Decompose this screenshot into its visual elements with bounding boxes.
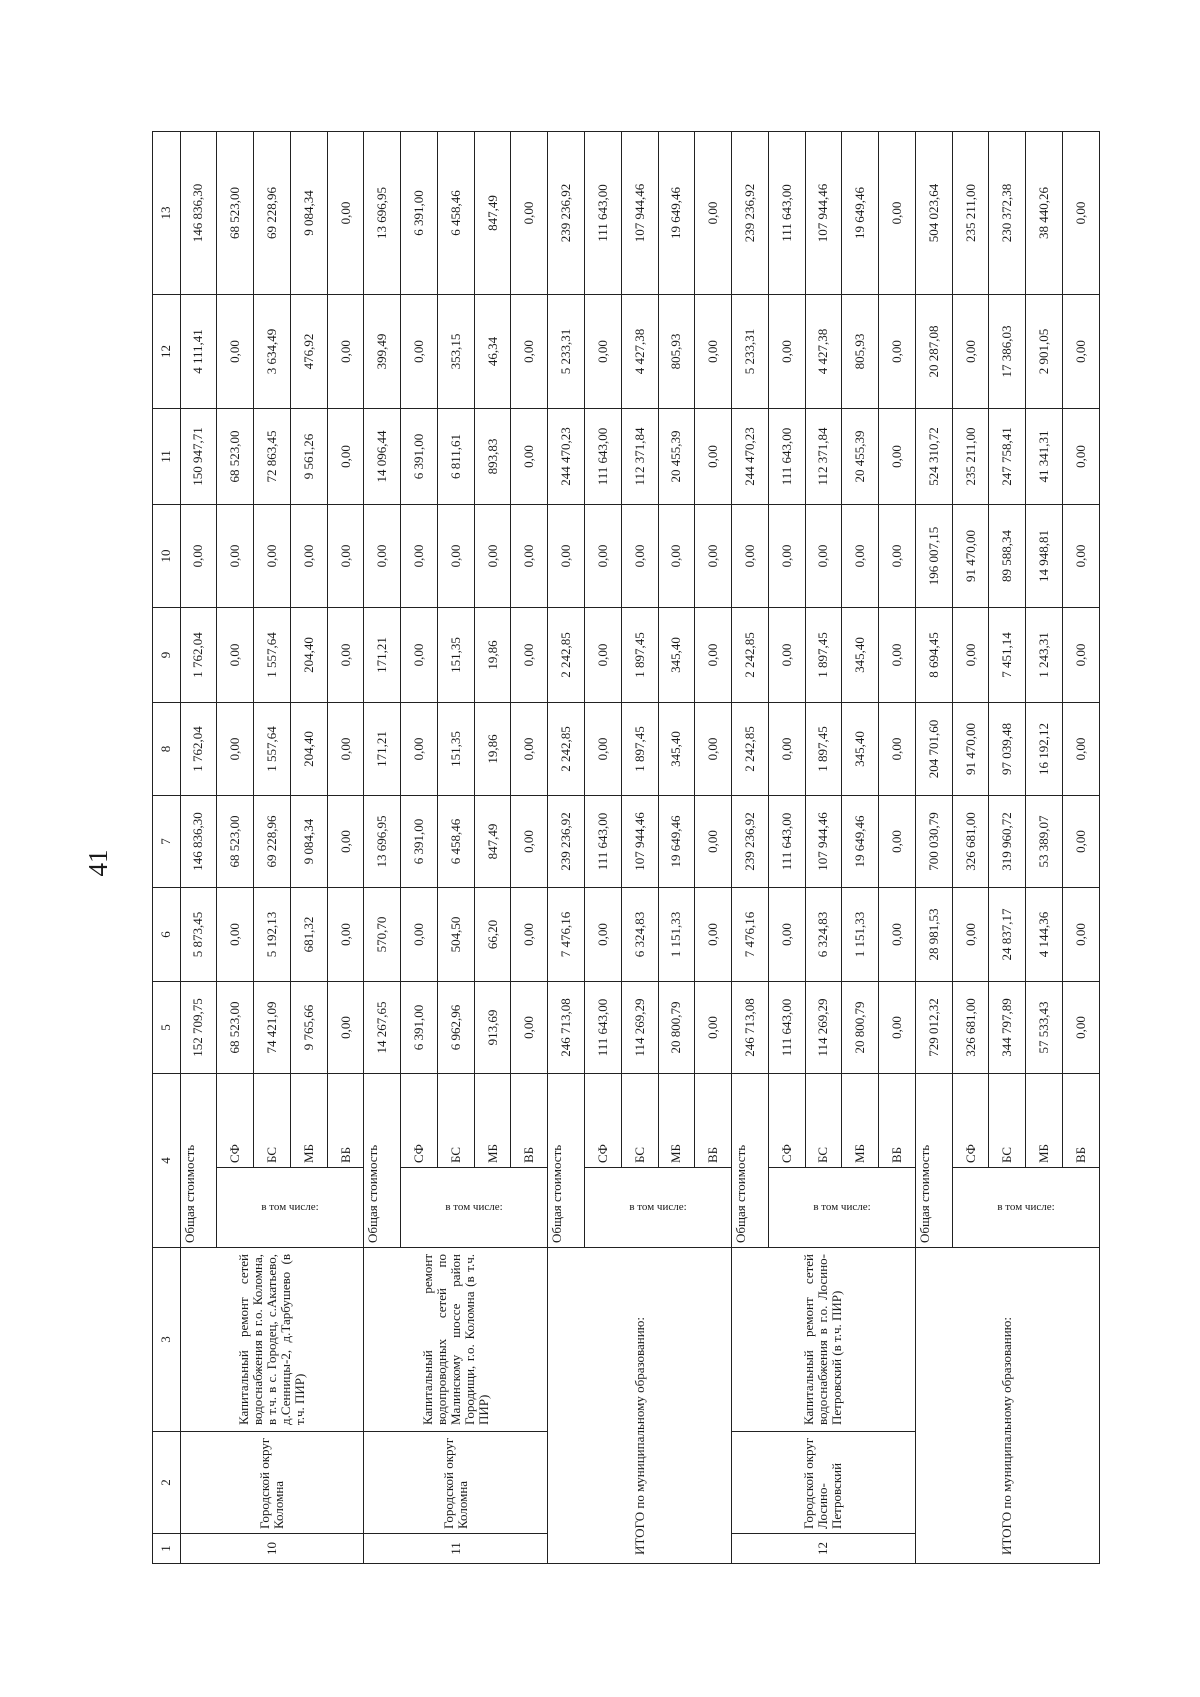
value-cell: 729 012,32	[915, 981, 952, 1073]
value-cell: 0,00	[327, 702, 364, 795]
value-cell: 20 455,39	[658, 408, 695, 504]
value-cell: 0,00	[768, 607, 805, 702]
value-cell: 239 236,92	[732, 795, 769, 887]
value-cell: 239 236,92	[732, 131, 769, 294]
value-cell: 20 800,79	[658, 981, 695, 1073]
value-cell: 69 228,96	[254, 795, 291, 887]
value-cell: 1 557,64	[254, 702, 291, 795]
value-cell: 0,00	[585, 294, 622, 408]
value-cell: 504,50	[437, 887, 474, 981]
source-cell: МБ	[842, 1073, 879, 1167]
value-cell: 353,15	[437, 294, 474, 408]
value-cell: 0,00	[511, 294, 548, 408]
total-cost-label: Общая стоимость	[364, 1073, 401, 1247]
source-cell: ВБ	[1062, 1073, 1099, 1167]
value-cell: 46,34	[474, 294, 511, 408]
value-cell: 0,00	[879, 294, 916, 408]
header-cell: 7	[153, 795, 181, 887]
value-cell: 107 944,46	[621, 795, 658, 887]
source-cell: БС	[254, 1073, 291, 1167]
value-cell: 0,00	[879, 504, 916, 607]
value-cell: 0,00	[327, 887, 364, 981]
value-cell: 246 713,08	[732, 981, 769, 1073]
value-cell: 0,00	[952, 607, 989, 702]
value-cell: 0,00	[842, 504, 879, 607]
value-cell: 0,00	[879, 131, 916, 294]
value-cell: 0,00	[768, 294, 805, 408]
value-cell: 146 836,30	[180, 795, 217, 887]
source-cell: МБ	[474, 1073, 511, 1167]
value-cell: 111 643,00	[585, 981, 622, 1073]
value-cell: 13 696,95	[364, 795, 401, 887]
header-cell: 13	[153, 131, 181, 294]
value-cell: 0,00	[1062, 981, 1099, 1073]
table-row	[915, 131, 952, 1563]
value-cell: 0,00	[952, 887, 989, 981]
incl-label-cell	[952, 1168, 1099, 1248]
value-cell: 6 324,83	[805, 887, 842, 981]
value-cell: 239 236,92	[548, 131, 585, 294]
source-cell: СФ	[768, 1073, 805, 1167]
value-cell: 0,00	[1062, 607, 1099, 702]
header-cell: 2	[153, 1432, 181, 1534]
incl-label: в том числе:	[261, 1201, 320, 1214]
value-cell: 2 901,05	[1026, 294, 1063, 408]
value-cell: 0,00	[879, 887, 916, 981]
value-cell: 19 649,46	[842, 131, 879, 294]
incl-wrap	[217, 1168, 363, 1247]
value-cell: 111 643,00	[585, 131, 622, 294]
source-cell: МБ	[1026, 1073, 1063, 1167]
value-cell: 0,00	[952, 294, 989, 408]
value-cell: 111 643,00	[768, 408, 805, 504]
owner-cell: Городской округ Коломна	[364, 1432, 548, 1534]
incl-wrap	[953, 1168, 1099, 1247]
value-cell: 114 269,29	[621, 981, 658, 1073]
value-cell: 0,00	[695, 607, 732, 702]
source-cell: БС	[621, 1073, 658, 1167]
value-cell: 0,00	[695, 795, 732, 887]
value-cell: 111 643,00	[585, 408, 622, 504]
value-cell: 0,00	[511, 795, 548, 887]
value-cell: 0,00	[401, 607, 438, 702]
source-cell: ВБ	[695, 1073, 732, 1167]
source-cell: СФ	[401, 1073, 438, 1167]
value-cell: 0,00	[695, 887, 732, 981]
value-cell: 2 242,85	[548, 607, 585, 702]
value-cell: 0,00	[327, 131, 364, 294]
value-cell: 0,00	[511, 408, 548, 504]
value-cell: 0,00	[658, 504, 695, 607]
source-cell: МБ	[658, 1073, 695, 1167]
incl-wrap	[769, 1168, 915, 1247]
value-cell: 28 981,53	[915, 887, 952, 981]
value-cell: 235 211,00	[952, 131, 989, 294]
value-cell: 0,00	[879, 702, 916, 795]
value-cell: 89 588,34	[989, 504, 1026, 607]
value-cell: 66,20	[474, 887, 511, 981]
value-cell: 68 523,00	[217, 795, 254, 887]
value-cell: 847,49	[474, 131, 511, 294]
value-cell: 152 709,75	[180, 981, 217, 1073]
header-cell: 5	[153, 981, 181, 1073]
header-cell: 10	[153, 504, 181, 607]
value-cell: 14 267,65	[364, 981, 401, 1073]
value-cell: 0,00	[585, 607, 622, 702]
value-cell: 0,00	[254, 504, 291, 607]
value-cell: 570,70	[364, 887, 401, 981]
value-cell: 68 523,00	[217, 408, 254, 504]
value-cell: 230 372,38	[989, 131, 1026, 294]
value-cell: 204,40	[290, 607, 327, 702]
value-cell: 5 233,31	[732, 294, 769, 408]
value-cell: 247 758,41	[989, 408, 1026, 504]
value-cell: 345,40	[658, 702, 695, 795]
table-row	[364, 131, 401, 1563]
value-cell: 20 287,08	[915, 294, 952, 408]
value-cell: 57 533,43	[1026, 981, 1063, 1073]
value-cell: 0,00	[327, 294, 364, 408]
value-cell: 6 391,00	[401, 981, 438, 1073]
value-cell: 0,00	[695, 294, 732, 408]
description-cell: Капитальный ремонт сетей водоснабжения в г.о. Лосино-Петровский (в т.ч. ПИР)	[732, 1248, 916, 1432]
value-cell: 38 440,26	[1026, 131, 1063, 294]
value-cell: 0,00	[768, 887, 805, 981]
value-cell: 107 944,46	[805, 795, 842, 887]
value-cell: 19,86	[474, 702, 511, 795]
table-row	[180, 131, 217, 1563]
value-cell: 151,35	[437, 702, 474, 795]
value-cell: 8 694,45	[915, 607, 952, 702]
value-cell: 14 096,44	[364, 408, 401, 504]
value-cell: 0,00	[621, 504, 658, 607]
value-cell: 1 897,45	[805, 702, 842, 795]
value-cell: 111 643,00	[585, 795, 622, 887]
value-cell: 151,35	[437, 607, 474, 702]
value-cell: 476,92	[290, 294, 327, 408]
value-cell: 344 797,89	[989, 981, 1026, 1073]
value-cell: 4 427,38	[805, 294, 842, 408]
value-cell: 504 023,64	[915, 131, 952, 294]
value-cell: 244 470,23	[548, 408, 585, 504]
value-cell: 6 458,46	[437, 795, 474, 887]
value-cell: 9 765,66	[290, 981, 327, 1073]
incl-wrap	[401, 1168, 547, 1247]
total-cost-label: Общая стоимость	[732, 1073, 769, 1247]
header-cell: 9	[153, 607, 181, 702]
value-cell: 91 470,00	[952, 504, 989, 607]
value-cell: 112 371,84	[621, 408, 658, 504]
value-cell: 0,00	[732, 504, 769, 607]
value-cell: 204,40	[290, 702, 327, 795]
value-cell: 0,00	[511, 607, 548, 702]
row-number: 10	[180, 1534, 364, 1564]
source-cell: МБ	[290, 1073, 327, 1167]
value-cell: 111 643,00	[768, 131, 805, 294]
value-cell: 2 242,85	[732, 607, 769, 702]
value-cell: 6 391,00	[401, 408, 438, 504]
value-cell: 41 341,31	[1026, 408, 1063, 504]
header-cell: 4	[153, 1073, 181, 1247]
value-cell: 6 458,46	[437, 131, 474, 294]
source-cell: ВБ	[327, 1073, 364, 1167]
value-cell: 326 681,00	[952, 981, 989, 1073]
value-cell: 0,00	[585, 702, 622, 795]
value-cell: 7 476,16	[732, 887, 769, 981]
value-cell: 805,93	[658, 294, 695, 408]
value-cell: 9 084,34	[290, 131, 327, 294]
value-cell: 0,00	[401, 702, 438, 795]
description-cell: Капитальный ремонт сетей водоснабжения в г.о. Коломна, в т.ч. в с. Городец, с.Акатьево, д.Сенницы-2, д.Тарбушево (в т.ч. ПИР)	[180, 1248, 364, 1432]
value-cell: 0,00	[511, 887, 548, 981]
value-cell: 4 144,36	[1026, 887, 1063, 981]
source-cell: СФ	[217, 1073, 254, 1167]
value-cell: 524 310,72	[915, 408, 952, 504]
value-cell: 7 476,16	[548, 887, 585, 981]
value-cell: 0,00	[879, 981, 916, 1073]
value-cell: 111 643,00	[768, 795, 805, 887]
incl-label: в том числе:	[629, 1201, 687, 1214]
value-cell: 17 386,03	[989, 294, 1026, 408]
value-cell: 6 324,83	[621, 887, 658, 981]
value-cell: 700 030,79	[915, 795, 952, 887]
value-cell: 0,00	[364, 504, 401, 607]
value-cell: 0,00	[695, 702, 732, 795]
value-cell: 111 643,00	[768, 981, 805, 1073]
value-cell: 91 470,00	[952, 702, 989, 795]
value-cell: 146 836,30	[180, 131, 217, 294]
value-cell: 319 960,72	[989, 795, 1026, 887]
value-cell: 1 557,64	[254, 607, 291, 702]
budget-table	[152, 131, 1100, 1564]
incl-label-cell	[768, 1168, 915, 1248]
value-cell: 171,21	[364, 607, 401, 702]
value-cell: 171,21	[364, 702, 401, 795]
value-cell: 0,00	[879, 607, 916, 702]
value-cell: 0,00	[511, 702, 548, 795]
header-cell: 1	[153, 1534, 181, 1564]
value-cell: 74 421,09	[254, 981, 291, 1073]
value-cell: 0,00	[290, 504, 327, 607]
value-cell: 847,49	[474, 795, 511, 887]
value-cell: 0,00	[437, 504, 474, 607]
table-body	[153, 131, 1100, 1563]
value-cell: 4 111,41	[180, 294, 217, 408]
value-cell: 19,86	[474, 607, 511, 702]
value-cell: 0,00	[180, 504, 217, 607]
value-cell: 13 696,95	[364, 131, 401, 294]
value-cell: 204 701,60	[915, 702, 952, 795]
value-cell: 5 192,13	[254, 887, 291, 981]
source-cell: БС	[437, 1073, 474, 1167]
owner-cell: Городской округ Лосино-Петровский	[732, 1432, 916, 1534]
value-cell: 20 455,39	[842, 408, 879, 504]
value-cell: 1 151,33	[658, 887, 695, 981]
value-cell: 114 269,29	[805, 981, 842, 1073]
value-cell: 0,00	[1062, 294, 1099, 408]
header-cell: 11	[153, 408, 181, 504]
value-cell: 805,93	[842, 294, 879, 408]
incl-label-cell	[217, 1168, 364, 1248]
total-cost-label: Общая стоимость	[548, 1073, 585, 1247]
value-cell: 0,00	[1062, 131, 1099, 294]
source-cell: ВБ	[511, 1073, 548, 1167]
value-cell: 345,40	[842, 702, 879, 795]
incl-wrap	[585, 1168, 731, 1247]
value-cell: 53 389,07	[1026, 795, 1063, 887]
value-cell: 20 800,79	[842, 981, 879, 1073]
value-cell: 0,00	[327, 408, 364, 504]
value-cell: 0,00	[327, 981, 364, 1073]
description-cell: Капитальный ремонт водопроводных сетей по Малинскому шоссе район Городищи, г.о. Коломна (в т.ч. ПИР)	[364, 1248, 548, 1432]
rotated-table-container	[152, 132, 1100, 1564]
value-cell: 150 947,71	[180, 408, 217, 504]
value-cell: 0,00	[1062, 795, 1099, 887]
value-cell: 1 897,45	[805, 607, 842, 702]
value-cell: 0,00	[217, 702, 254, 795]
value-cell: 19 649,46	[842, 795, 879, 887]
value-cell: 6 962,96	[437, 981, 474, 1073]
total-cost-label: Общая стоимость	[915, 1073, 952, 1247]
header-cell: 12	[153, 294, 181, 408]
value-cell: 14 948,81	[1026, 504, 1063, 607]
value-cell: 19 649,46	[658, 131, 695, 294]
value-cell: 913,69	[474, 981, 511, 1073]
value-cell: 0,00	[879, 408, 916, 504]
value-cell: 0,00	[1062, 887, 1099, 981]
value-cell: 1 897,45	[621, 607, 658, 702]
value-cell: 1 151,33	[842, 887, 879, 981]
value-cell: 0,00	[695, 981, 732, 1073]
value-cell: 345,40	[842, 607, 879, 702]
value-cell: 0,00	[327, 504, 364, 607]
value-cell: 235 211,00	[952, 408, 989, 504]
owner-cell: Городской округ Коломна	[180, 1432, 364, 1534]
value-cell: 196 007,15	[915, 504, 952, 607]
value-cell: 345,40	[658, 607, 695, 702]
value-cell: 107 944,46	[805, 131, 842, 294]
total-title: ИТОГО по муниципальному образованию:	[548, 1248, 732, 1564]
value-cell: 0,00	[327, 607, 364, 702]
value-cell: 0,00	[695, 504, 732, 607]
value-cell: 1 762,04	[180, 702, 217, 795]
value-cell: 1 762,04	[180, 607, 217, 702]
header-cell: 8	[153, 702, 181, 795]
value-cell: 1 243,31	[1026, 607, 1063, 702]
source-cell: СФ	[585, 1073, 622, 1167]
source-cell: БС	[989, 1073, 1026, 1167]
value-cell: 19 649,46	[658, 795, 695, 887]
total-cost-label: Общая стоимость	[180, 1073, 217, 1247]
source-cell: ВБ	[879, 1073, 916, 1167]
table-row	[732, 131, 769, 1563]
value-cell: 107 944,46	[621, 131, 658, 294]
value-cell: 0,00	[401, 504, 438, 607]
value-cell: 0,00	[217, 504, 254, 607]
value-cell: 6 391,00	[401, 795, 438, 887]
value-cell: 681,32	[290, 887, 327, 981]
value-cell: 0,00	[511, 131, 548, 294]
value-cell: 5 873,45	[180, 887, 217, 981]
value-cell: 0,00	[768, 504, 805, 607]
source-cell: БС	[805, 1073, 842, 1167]
header-cell: 6	[153, 887, 181, 981]
value-cell: 0,00	[1062, 702, 1099, 795]
value-cell: 0,00	[548, 504, 585, 607]
value-cell: 16 192,12	[1026, 702, 1063, 795]
value-cell: 0,00	[511, 504, 548, 607]
total-title: ИТОГО по муниципальному образованию:	[915, 1248, 1099, 1564]
value-cell: 246 713,08	[548, 981, 585, 1073]
value-cell: 69 228,96	[254, 131, 291, 294]
value-cell: 1 897,45	[621, 702, 658, 795]
incl-label: в том числе:	[813, 1201, 871, 1214]
value-cell: 0,00	[327, 795, 364, 887]
value-cell: 0,00	[585, 504, 622, 607]
source-cell: СФ	[952, 1073, 989, 1167]
value-cell: 2 242,85	[548, 702, 585, 795]
value-cell: 0,00	[585, 887, 622, 981]
table-row	[548, 131, 585, 1563]
value-cell: 244 470,23	[732, 408, 769, 504]
value-cell: 893,83	[474, 408, 511, 504]
value-cell: 0,00	[401, 294, 438, 408]
value-cell: 9 561,26	[290, 408, 327, 504]
value-cell: 0,00	[768, 702, 805, 795]
row-number: 11	[364, 1534, 548, 1564]
value-cell: 0,00	[474, 504, 511, 607]
value-cell: 6 811,61	[437, 408, 474, 504]
value-cell: 0,00	[217, 294, 254, 408]
value-cell: 3 634,49	[254, 294, 291, 408]
incl-label-cell	[585, 1168, 732, 1248]
value-cell: 326 681,00	[952, 795, 989, 887]
value-cell: 0,00	[217, 607, 254, 702]
value-cell: 0,00	[879, 795, 916, 887]
value-cell: 6 391,00	[401, 131, 438, 294]
header-row	[153, 131, 181, 1563]
value-cell: 0,00	[1062, 408, 1099, 504]
value-cell: 399,49	[364, 294, 401, 408]
value-cell: 0,00	[401, 887, 438, 981]
value-cell: 0,00	[695, 408, 732, 504]
value-cell: 0,00	[511, 981, 548, 1073]
value-cell: 68 523,00	[217, 131, 254, 294]
row-number: 12	[732, 1534, 916, 1564]
value-cell: 112 371,84	[805, 408, 842, 504]
value-cell: 9 084,34	[290, 795, 327, 887]
value-cell: 0,00	[695, 131, 732, 294]
value-cell: 97 039,48	[989, 702, 1026, 795]
value-cell: 24 837,17	[989, 887, 1026, 981]
incl-label: в том числе:	[997, 1201, 1055, 1214]
value-cell: 72 863,45	[254, 408, 291, 504]
incl-label-cell	[401, 1168, 548, 1248]
incl-label: в том числе:	[445, 1201, 503, 1214]
value-cell: 0,00	[805, 504, 842, 607]
value-cell: 4 427,38	[621, 294, 658, 408]
header-cell: 3	[153, 1248, 181, 1432]
value-cell: 0,00	[217, 887, 254, 981]
value-cell: 0,00	[1062, 504, 1099, 607]
value-cell: 5 233,31	[548, 294, 585, 408]
value-cell: 68 523,00	[217, 981, 254, 1073]
value-cell: 7 451,14	[989, 607, 1026, 702]
page-number: 41	[83, 849, 113, 877]
value-cell: 239 236,92	[548, 795, 585, 887]
value-cell: 2 242,85	[732, 702, 769, 795]
